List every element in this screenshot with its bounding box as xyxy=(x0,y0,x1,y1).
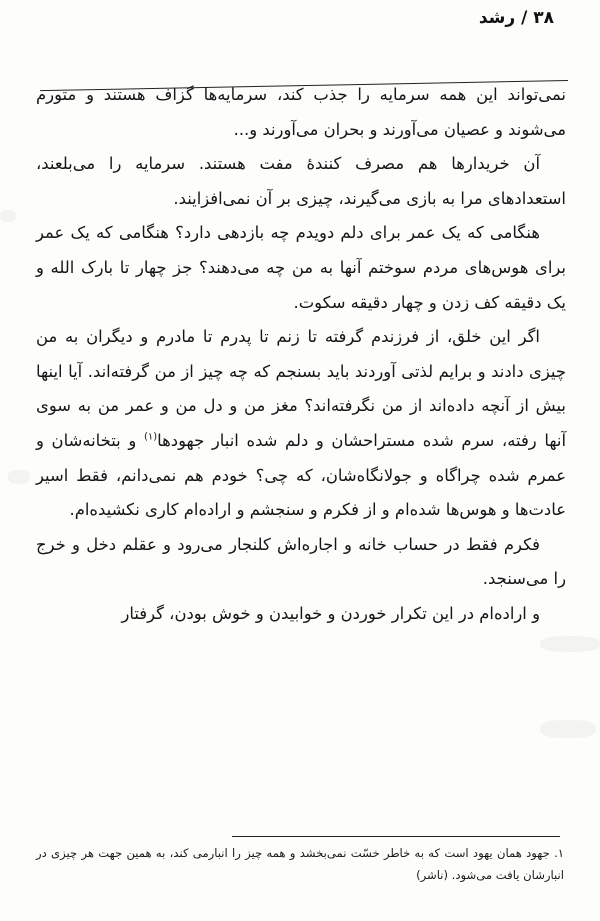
paragraph: و اراده‌ام در این تکرار خوردن و خوابیدن و خوش بودن، گرفتار xyxy=(121,603,540,623)
page-smudge xyxy=(540,720,596,738)
footnote: ۱. جهود همان یهود است که به خاطر خسّت نمی‌بخشد و همه چیز را انبارمی کند، به همین جهت هر چیزی در انبارشان یافت می‌شود. (ناشر) xyxy=(36,846,564,882)
paragraph-text: اگر این خلق، از فرزندم گرفته تا زنم تا پدرم تا مادرم و دیگران به من چیزی دادند و برایم لذتی آوردند باید بسنجم که چه چیز از من گرفته‌اند. آیا اینها بیش از آنچه داده‌اند از من نگرفته‌اند؟ مغز من و دل من و عمر من به سوی آنها رفته، سرم شده مستراحشان و دلم شده انبار جهودها xyxy=(36,327,566,450)
footnote-rule xyxy=(232,836,560,837)
page-smudge xyxy=(540,636,600,652)
paragraph: نمی‌تواند این همه سرمایه را جذب کند، سرمایه‌ها گزاف هستند و متورم می‌شوند و عصیان می‌آورند و بحران می‌آورند و... xyxy=(36,85,566,139)
running-head: ۳۸ / رشد xyxy=(478,8,554,28)
paragraph-text: و بتخانه‌شان و عمرم شده چراگاه و جولانگاه‌شان، که چی؟ خودم هم نمی‌دانم، فقط اسیر عادت‌ها و هوس‌ها شده‌ام و از فکرم و سنجشم و اراده‌ام کاری نکشیده‌ام. xyxy=(36,430,566,520)
footnote-reference: (۱) xyxy=(143,431,158,443)
paragraph xyxy=(36,320,566,528)
paragraph: هنگامی که یک عمر برای دلم دویدم چه بازدهی دارد؟ هنگامی که یک عمر برای هوس‌های مردم سوختم آنها به من چه می‌دهند؟ جز چهار تا بارک الله و یک دقیقه کف زدن و چهار دقیقه سکوت. xyxy=(36,223,566,312)
page-smudge xyxy=(8,470,30,484)
body-text xyxy=(36,78,566,632)
paragraph: آن خریدارها هم مصرف کنندهٔ مفت هستند. سرمایه را می‌بلعند، استعدادهای مرا به بازی می‌گیرند، چیزی بر آن نمی‌افزایند. xyxy=(36,154,566,208)
page-smudge xyxy=(0,210,16,222)
paragraph: فکرم فقط در حساب خانه و اجاره‌اش کلنجار می‌رود و عقلم دخل و خرج را می‌سنجد. xyxy=(36,534,566,589)
